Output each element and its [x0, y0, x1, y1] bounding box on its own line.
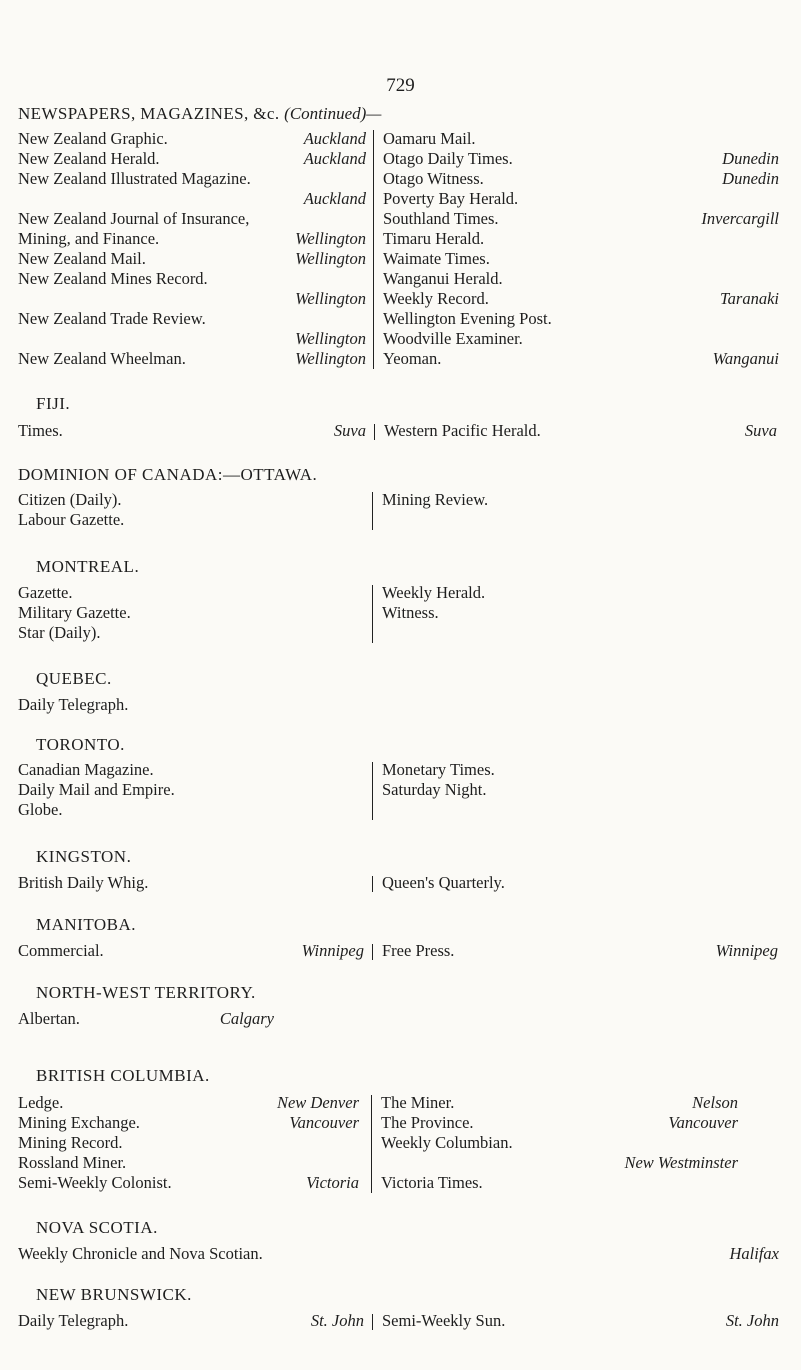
list-item — [383, 229, 779, 249]
entry-name: Otago Witness. — [383, 169, 484, 188]
entry-name: Wanganui Herald. — [383, 269, 503, 288]
ottawa-right-column — [382, 490, 762, 510]
entry-name: Labour Gazette. — [18, 510, 125, 529]
entry-place: Calgary — [219, 1009, 274, 1028]
list-item — [18, 695, 358, 715]
entry-name: Mining Record. — [18, 1133, 123, 1152]
list-item — [18, 169, 366, 189]
entry-place: Victoria — [306, 1173, 359, 1192]
list-item — [381, 1113, 738, 1133]
list-item — [18, 510, 358, 530]
entry-place: Vancouver — [289, 1113, 359, 1132]
entry-place: Wellington — [295, 329, 366, 348]
entry-name: Otago Daily Times. — [383, 149, 513, 168]
entry-place: New Denver — [276, 1093, 359, 1112]
entry-name: Weekly Chronicle and Nova Scotian. — [18, 1244, 263, 1263]
entry-name: Canadian Magazine. — [18, 760, 154, 779]
list-item — [18, 349, 366, 369]
list-item — [18, 1093, 359, 1113]
entry-name: The Province. — [381, 1113, 474, 1132]
list-item — [383, 189, 779, 209]
list-item — [383, 169, 779, 189]
entry-name: Saturday Night. — [382, 780, 487, 799]
quebec-left-column — [18, 695, 358, 715]
list-item — [18, 760, 358, 780]
list-item — [383, 349, 779, 369]
entry-name: Daily Telegraph. — [18, 1311, 129, 1330]
list-item — [18, 583, 358, 603]
list-item — [18, 490, 358, 510]
list-item — [383, 309, 779, 329]
entry-name: Queen's Quarterly. — [382, 873, 505, 892]
section-toronto: TORONTO. — [36, 735, 125, 754]
list-item — [18, 149, 366, 169]
list-item — [383, 149, 779, 169]
list-item — [18, 623, 358, 643]
list-item — [383, 129, 779, 149]
entry-place: Suva — [744, 421, 777, 440]
entry-name: Semi-Weekly Colonist. — [18, 1173, 172, 1192]
entry-name: New Zealand Journal of Insurance, — [18, 209, 250, 228]
column-rule — [372, 762, 373, 820]
entry-name: Oamaru Mail. — [383, 129, 476, 148]
section-manitoba: MANITOBA. — [36, 915, 137, 934]
entry-place: Winnipeg — [301, 941, 364, 960]
column-rule — [371, 1095, 372, 1193]
entry-name: Weekly Columbian. — [381, 1133, 513, 1152]
section-nw-territory: NORTH-WEST TERRITORY. — [36, 983, 256, 1002]
section-nova-scotia: NOVA SCOTIA. — [36, 1218, 158, 1237]
entry-name: Poverty Bay Herald. — [383, 189, 519, 208]
list-item — [18, 780, 358, 800]
list-item — [381, 1173, 738, 1193]
entry-name: Free Press. — [382, 941, 455, 960]
entry-place: Taranaki — [720, 289, 779, 308]
entry-name: Rossland Miner. — [18, 1153, 127, 1172]
entry-name: Commercial. — [18, 941, 104, 960]
list-item — [18, 1113, 359, 1133]
nz-column-rule — [373, 130, 374, 369]
entry-name: New Zealand Mines Record. — [18, 269, 208, 288]
entry-name: New Zealand Trade Review. — [18, 309, 206, 328]
list-item — [383, 329, 779, 349]
nz-left-column — [18, 129, 366, 369]
section-montreal: MONTREAL. — [36, 557, 140, 576]
entry-name: Mining Review. — [382, 490, 489, 509]
list-item — [382, 490, 762, 510]
column-rule — [372, 876, 373, 892]
list-item — [18, 249, 366, 269]
page-heading — [18, 104, 381, 124]
section-canada-ottawa: DOMINION OF CANADA:—OTTAWA. — [18, 465, 318, 484]
bc-left-column — [18, 1093, 359, 1193]
list-item — [18, 329, 366, 349]
entry-name: Woodville Examiner. — [383, 329, 523, 348]
entry-name: New Zealand Illustrated Magazine. — [18, 169, 251, 188]
entry-place: Nelson — [692, 1093, 738, 1112]
entry-name: Weekly Herald. — [382, 583, 486, 602]
entry-name: Timaru Herald. — [383, 229, 485, 248]
list-item — [18, 800, 358, 820]
toronto-left-column — [18, 760, 358, 820]
section-british-columbia: BRITISH COLUMBIA. — [36, 1066, 210, 1085]
entry-name: Witness. — [382, 603, 439, 622]
entry-place: Invercargill — [701, 209, 779, 228]
list-item — [18, 269, 366, 289]
entry-place: Auckland — [303, 129, 366, 148]
entry-place: Wellington — [295, 289, 366, 308]
entry-place: Wellington — [295, 349, 366, 368]
entry-name: Albertan. — [18, 1009, 80, 1028]
section-new-brunswick: NEW BRUNSWICK. — [36, 1285, 192, 1304]
entry-place: Wanganui — [712, 349, 779, 368]
list-item — [18, 603, 358, 623]
list-item — [381, 1093, 738, 1113]
column-rule — [372, 1314, 373, 1330]
entry-name: Southland Times. — [383, 209, 499, 228]
list-item — [18, 309, 366, 329]
entry-place: Wellington — [295, 229, 366, 248]
entry-name: British Daily Whig. — [18, 873, 149, 892]
list-item — [382, 780, 762, 800]
entry-place: New Westminster — [624, 1153, 738, 1172]
list-item — [18, 209, 366, 229]
entry-name: New Zealand Herald. — [18, 149, 160, 168]
entry-name: Daily Mail and Empire. — [18, 780, 175, 799]
entry-name: Star (Daily). — [18, 623, 101, 642]
entry-place: Vancouver — [668, 1113, 738, 1132]
entry-place: St. John — [310, 1311, 364, 1330]
entry-place: Auckland — [303, 149, 366, 168]
entry-name: Wellington Evening Post. — [383, 309, 552, 328]
entry-name: Gazette. — [18, 583, 73, 602]
entry-name: Times. — [18, 421, 63, 440]
list-item — [18, 1173, 359, 1193]
entry-name: Western Pacific Herald. — [384, 421, 541, 440]
entry-name: Weekly Record. — [383, 289, 489, 308]
page-number: 729 — [386, 75, 415, 96]
entry-name: Citizen (Daily). — [18, 490, 122, 509]
list-item — [18, 1153, 359, 1173]
entry-name: Monetary Times. — [382, 760, 495, 779]
list-item — [18, 1133, 359, 1153]
entry-place: Dunedin — [722, 169, 779, 188]
list-item — [383, 249, 779, 269]
entry-place: Auckland — [303, 189, 366, 208]
entry-name: Military Gazette. — [18, 603, 131, 622]
entry-name: Mining, and Finance. — [18, 229, 160, 248]
list-item — [18, 229, 366, 249]
entry-place: Suva — [333, 421, 366, 440]
column-rule — [372, 492, 373, 530]
section-kingston: KINGSTON. — [36, 847, 132, 866]
entry-place: Wellington — [295, 249, 366, 268]
entry-place: Winnipeg — [715, 941, 778, 960]
section-quebec: QUEBEC. — [36, 669, 112, 688]
nz-right-column — [383, 129, 779, 369]
montreal-right-column — [382, 583, 762, 623]
entry-name: The Miner. — [381, 1093, 455, 1112]
heading-continued: (Continued)— — [284, 104, 382, 123]
entry-place: Dunedin — [722, 149, 779, 168]
montreal-left-column — [18, 583, 358, 643]
entry-name: Globe. — [18, 800, 63, 819]
list-item — [18, 289, 366, 309]
entry-name: New Zealand Wheelman. — [18, 349, 186, 368]
entry-name: Daily Telegraph. — [18, 695, 129, 714]
list-item — [383, 209, 779, 229]
list-item — [381, 1133, 738, 1153]
entry-name: Semi-Weekly Sun. — [382, 1311, 506, 1330]
list-item — [18, 129, 366, 149]
list-item — [18, 189, 366, 209]
entry-place: St. John — [725, 1311, 779, 1330]
entry-place: Halifax — [729, 1244, 779, 1263]
column-rule — [374, 424, 375, 440]
section-fiji: FIJI. — [36, 394, 71, 413]
column-rule — [372, 944, 373, 960]
entry-name: New Zealand Mail. — [18, 249, 146, 268]
list-item — [382, 583, 762, 603]
heading-title: NEWSPAPERS, MAGAZINES, &c. — [18, 104, 280, 123]
entry-name: Ledge. — [18, 1093, 64, 1112]
bc-right-column — [381, 1093, 738, 1193]
entry-name: Waimate Times. — [383, 249, 490, 268]
entry-name: Mining Exchange. — [18, 1113, 140, 1132]
entry-name: Victoria Times. — [381, 1173, 483, 1192]
entry-name: Yeoman. — [383, 349, 442, 368]
list-item — [382, 603, 762, 623]
list-item — [381, 1153, 738, 1173]
list-item — [382, 760, 762, 780]
ottawa-left-column — [18, 490, 358, 530]
column-rule — [372, 585, 373, 643]
list-item — [383, 289, 779, 309]
entry-name: New Zealand Graphic. — [18, 129, 168, 148]
toronto-right-column — [382, 760, 762, 800]
list-item — [383, 269, 779, 289]
